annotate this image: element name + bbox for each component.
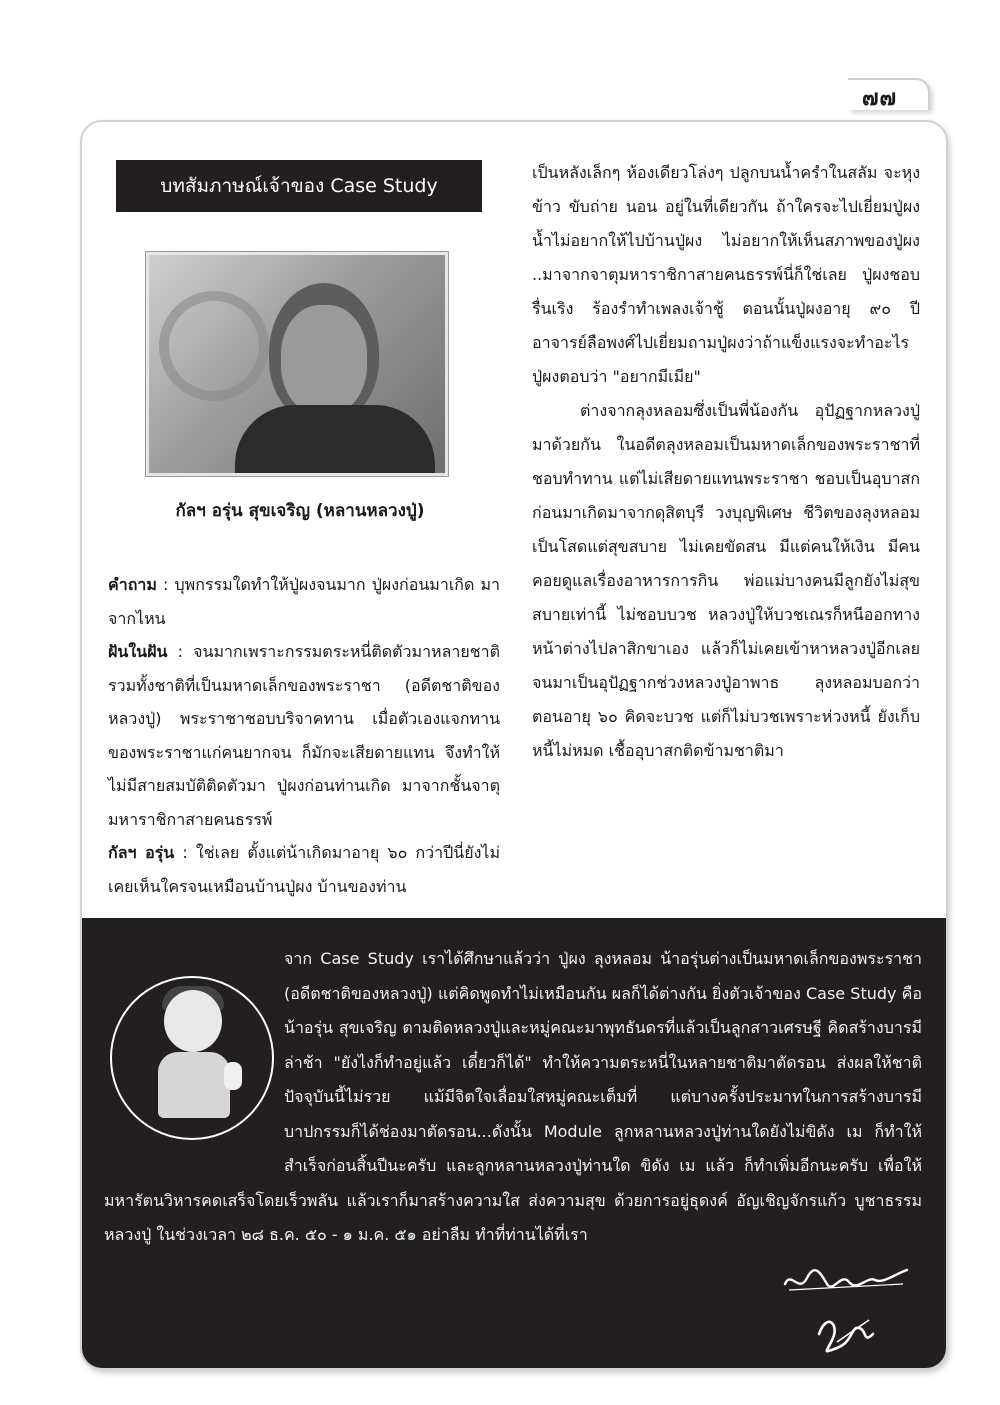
qa-paragraph bbox=[108, 836, 500, 903]
photo-caption: กัลฯ อรุ่น สุขเจริญ (หลานหลวงปู่) bbox=[175, 501, 425, 521]
qa-paragraph bbox=[108, 568, 500, 635]
right-column bbox=[532, 156, 920, 768]
interviewee-photo bbox=[146, 252, 448, 476]
signature-block bbox=[777, 1264, 917, 1360]
body-paragraph: เป็นหลังเล็กๆ ห้องเดียวโล่งๆ ปลูกบนน้ำครำในสลัม จะหุงข้าว ขับถ่าย นอน อยู่ในที่เดียวกัน ถ้าใครจะไปเยี่ยมปู่ผง น้ำไม่อยากให้ไปบ้านปู่ผง ไม่อยากให้เห็นสภาพของปู่ผง ..มาจากจาตุมหาราชิกาสายคนธรรพ์นี่ก็ใช่เลย ปู่ผงชอบรื่นเริง ร้องรำทำเพลงเจ้าชู้ ตอนนั้นปู่ผงอายุ ๙๐ ปี อาจารย์ลือพงศ์ไปเยี่ยมถามปู่ผงว่าถ้าแข็งแรงจะทำอะไร ปู่ผงตอบว่า "อยากมีเมีย" bbox=[532, 163, 920, 386]
summary-panel bbox=[82, 918, 946, 1368]
qa-text: : จนมากเพราะกรรมตระหนี่ติดตัวมาหลายชาติ รวมทั้งชาติที่เป็นมหาดเล็กของพระราชา (อดีตชาติของหลวงปู่) พระราชาชอบบริจาคทาน เมื่อตัวเองแจกทานของพระราชาแก่คนยากจน ก็มักจะเสียดายแทน จึงทำให้ไม่มีสายสมบัติติดตัวมา ปู่ผงก่อนท่านเกิด มาจากชั้นจาตุมหาราชิกาสายคนธรรพ์ bbox=[108, 642, 500, 829]
qa-text: : ใช่เลย ตั้งแต่น้าเกิดมาอายุ ๖๐ กว่าปีนี่ยังไม่เคยเห็นใครจนเหมือนบ้านปู่ผง บ้านของท่าน bbox=[108, 843, 501, 896]
qa-paragraph bbox=[108, 635, 500, 836]
signature-graphic bbox=[777, 1264, 917, 1360]
left-column bbox=[108, 568, 500, 903]
content-frame bbox=[80, 120, 948, 1370]
page-number: ๗๗ bbox=[862, 86, 898, 111]
qa-label: ฝันในฝัน bbox=[108, 642, 168, 661]
qa-text: : บุพกรรมใดทำให้ปู่ผงจนมาก ปู่ผงก่อนมาเกิด มาจากไหน bbox=[108, 575, 500, 628]
section-header: บทสัมภาษณ์เจ้าของ Case Study bbox=[116, 160, 482, 212]
qa-label: กัลฯ อรุ่น bbox=[108, 843, 175, 862]
summary-text-block bbox=[104, 942, 922, 1253]
body-paragraph: ต่างจากลุงหลอมซึ่งเป็นพี่น้องกัน อุปัฏฐากหลวงปู่มาด้วยกัน ในอดีตลุงหลอมเป็นมหาดเล็กของพระราชาที่ชอบทำทาน แต่ไม่เสียดายแทนพระราชา ชอบเป็นอุบาสก ก่อนมาเกิดมาจากดุสิตบุรี วงบุญพิเศษ ชีวิตของลุงหลอมเป็นโสดแต่สุขสบาย ไม่เคยขัดสน มีแต่คนให้เงิน มีคนคอยดูแลเรื่องอาหารการกิน พ่อแม่บางคนมีลูกยังไม่สุขสบายเท่านี้ ไม่ชอบบวช หลวงปู่ให้บวชเณรก็หนีออกทางหน้าต่างไปลาสิกขาเอง แล้วก็ไม่เคยเข้าหาหลวงปู่อีกเลย จนมาเป็นอุปัฏฐากช่วงหลวงปู่อาพาธ ลุงหลอมบอกว่าตอนอายุ ๖๐ คิดจะบวช แต่ก็ไม่บวชเพราะห่วงหนี้ ยังเก็บหนี้ไม่หมด เชื้ออุบาสกติดข้ามชาติมา bbox=[532, 401, 920, 760]
qa-label: คำถาม bbox=[108, 575, 157, 594]
summary-text: จาก Case Study เราได้ศึกษาแล้วว่า ปู่ผง ลุงหลอม น้าอรุ่นต่างเป็นมหาดเล็กของพระราชา (อดีตชาติของหลวงปู่) แต่คิดพูดทำไม่เหมือนกัน ผลก็ได้ต่างกัน ยิ่งตัวเจ้าของ Case Study คือน้าอรุ่น สุขเจริญ ตามติดหลวงปู่และหมู่คณะมาพุทธันดรที่แล้วเป็นลูกสาวเศรษฐี คิดสร้างบารมีล่าช้า "ยังไงก็ทำอยู่แล้ว เดี๋ยวก็ได้" ทำให้ความตระหนี่ในหลายชาติมาตัดรอน ส่งผลให้ชาติปัจจุบันนี้ไม่รวย แม้มีจิตใจเลื่อมใสหมู่คณะเต็มที่ แต่บางครั้งประมาทในการสร้างบารมี บาปกรรมก็ได้ช่องมาตัดรอน...ดังนั้น Module ลูกหลานหลวงปู่ท่านใดยังไม่ขิดัง เม ก็ทำให้สำเร็จก่อนสิ้นปีนะครับ และลูกหลานหลวงปู่ท่านใด ขิดัง เม แล้ว ก็ทำเพิ่มอีกนะครับ เพื่อให้มหารัตนวิหารคดเสร็จโดยเร็วพลัน แล้วเราก็มาสร้างความใส ส่งความสุข ด้วยการอยู่ธุดงค์ อัญเชิญจักรแก้ว บูชาธรรมหลวงปู่ ในช่วงเวลา ๒๘ ธ.ค. ๕๐ - ๑ ม.ค. ๕๑ อย่าลืม ทำที่ท่านได้ที่เรา bbox=[104, 949, 922, 1244]
